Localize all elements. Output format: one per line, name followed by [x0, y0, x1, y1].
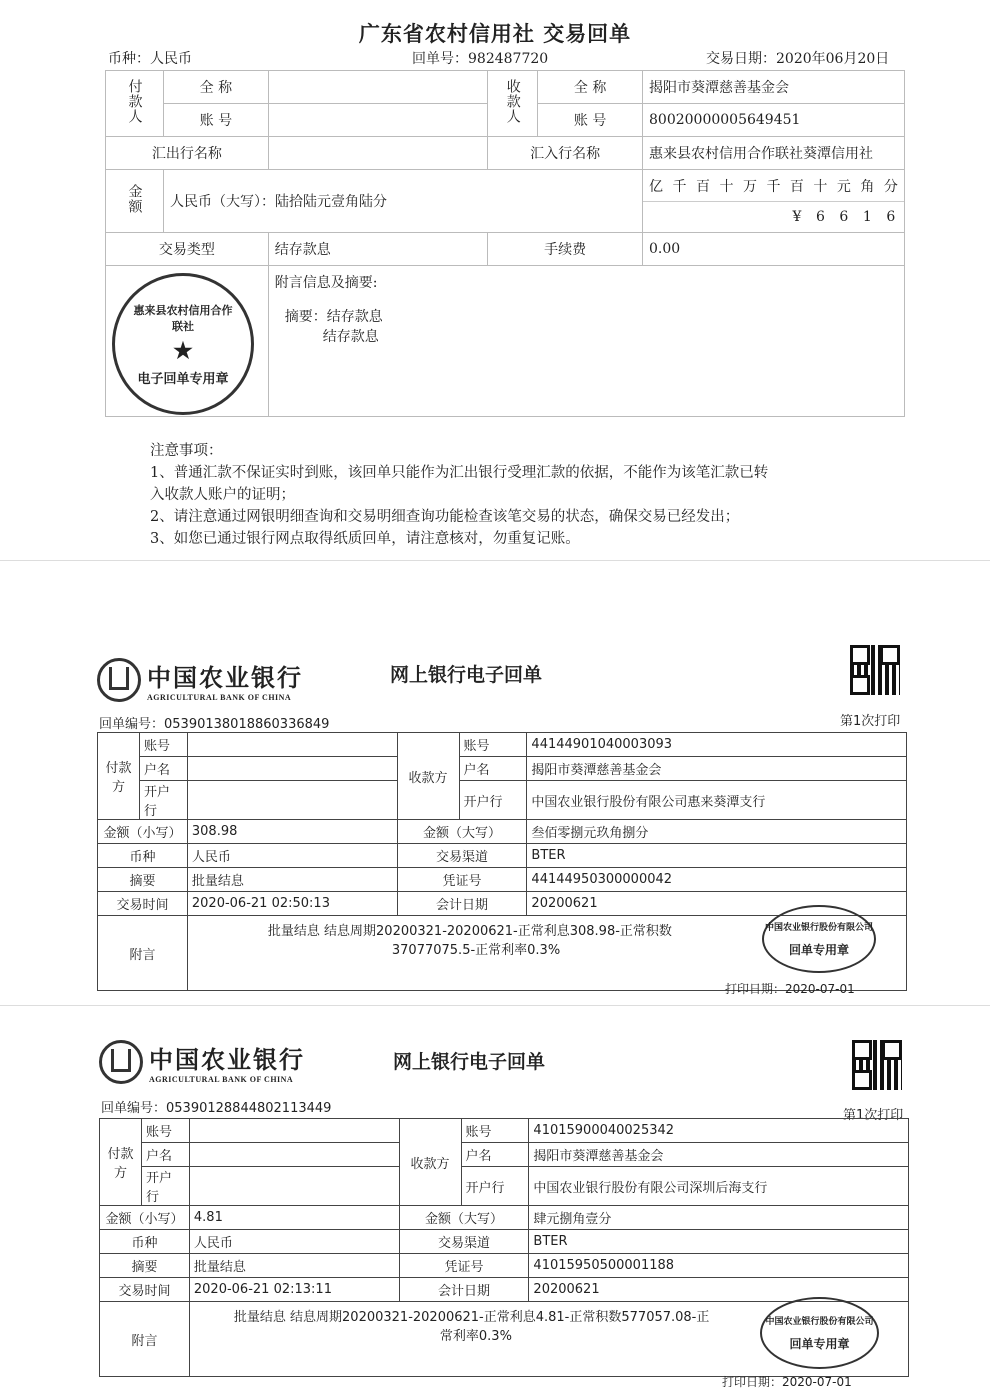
abc2-amt-big-label: 金额（大写） [399, 1206, 529, 1230]
rural-credit-receipt [0, 0, 990, 560]
abc1-voucher: 44144950300000042 [527, 868, 907, 892]
page-divider-2 [0, 1005, 990, 1006]
trade-date: 交易日期：2020年06月20日 [706, 51, 890, 67]
abc1-currency-label: 币种 [98, 844, 188, 868]
abc1-payee-bank: 中国农业银行股份有限公司惠来葵潭支行 [527, 781, 907, 820]
abc2-payer-bank [189, 1167, 399, 1206]
abc1-payer-bank-label: 开户行 [139, 781, 187, 820]
abc2-payer-acct [189, 1119, 399, 1143]
abc1-payee-bank-label: 开户行 [459, 781, 527, 820]
abc1-payee-name-label: 户名 [459, 757, 527, 781]
abc2-voucher-label: 凭证号 [399, 1254, 529, 1278]
notes [150, 440, 870, 550]
seal-star-icon: ★ [173, 337, 193, 364]
abc2-amt-small: 4.81 [189, 1206, 399, 1230]
payer-label: 付款人 [126, 79, 143, 124]
abc1-payer-name [187, 757, 397, 781]
abc1-summary: 批量结息 [187, 868, 397, 892]
abc2-payee-acct-label: 账号 [461, 1119, 529, 1143]
rural-seal [112, 273, 254, 415]
abc1-acct-date: 20200621 [527, 892, 907, 916]
tx-type-label: 交易类型 [106, 233, 269, 266]
abc2-payer-name-label: 户名 [141, 1143, 189, 1167]
abc2-time: 2020-06-21 02:13:11 [189, 1278, 399, 1302]
fee: 0.00 [643, 233, 905, 266]
abc-bank-name: 中国农业银行 [147, 664, 303, 692]
abc2-payee-name-label: 户名 [461, 1143, 529, 1167]
abc1-payer-name-label: 户名 [139, 757, 187, 781]
abc1-payee-label: 收款方 [397, 733, 459, 820]
payer-name [268, 71, 488, 104]
abc2-payee-acct: 41015900040025342 [529, 1119, 909, 1143]
note-2: 2、请注意通过网银明细查询和交易明细查询功能检查该笔交易的状态，确保交易已经发出； [150, 509, 740, 525]
amount-units: 亿 千 百 十 万 千 百 十 元 角 分 [643, 171, 904, 202]
abc1-payee-name: 揭阳市葵潭慈善基金会 [527, 757, 907, 781]
payer-name-label: 全 称 [163, 71, 268, 104]
abc1-channel-label: 交易渠道 [397, 844, 527, 868]
in-bank-label: 汇入行名称 [488, 137, 643, 170]
abc2-payee-bank-label: 开户行 [461, 1167, 529, 1206]
currency-label: 币种：人民币 [108, 51, 192, 67]
abc2-payer-label: 付款方 [100, 1119, 142, 1206]
abc1-print-date: 打印日期：2020-07-01 [725, 982, 855, 996]
abc1-payer-label: 付款方 [98, 733, 140, 820]
abc1-summary-label: 摘要 [98, 868, 188, 892]
abc1-amt-small: 308.98 [187, 820, 397, 844]
qr-code-icon-2 [852, 1040, 902, 1090]
qr-code-icon [850, 645, 900, 695]
abc2-payer-acct-label: 账号 [141, 1119, 189, 1143]
abc-logo [97, 658, 303, 702]
rural-seal-top: 惠来县农村信用合作联社 [133, 303, 233, 333]
memo-line-1: 摘要：结存款息 [284, 309, 383, 325]
abc1-amt-small-label: 金额（小写） [98, 820, 188, 844]
abc1-seal-bottom: 回单专用章 [788, 943, 849, 957]
abc1-time: 2020-06-21 02:50:13 [187, 892, 397, 916]
memo-title: 附言信息及摘要: [274, 275, 378, 291]
abc1-amt-big: 叁佰零捌元玖角捌分 [527, 820, 907, 844]
abc1-seal [762, 905, 876, 973]
rural-seal-bottom: 电子回单专用章 [137, 371, 229, 387]
abc2-acct-date-label: 会计日期 [399, 1278, 529, 1302]
payee-label: 收款人 [504, 79, 521, 124]
note-3: 3、如您已通过银行网点取得纸质回单，请注意核对，勿重复记账。 [150, 531, 580, 547]
payer-acct [268, 104, 488, 137]
abc2-payee-name: 揭阳市葵潭慈善基金会 [529, 1143, 909, 1167]
abc-bank-name-2: 中国农业银行 [149, 1046, 305, 1074]
abc1-acct-date-label: 会计日期 [397, 892, 527, 916]
abc-bank-en: AGRICULTURAL BANK OF CHINA [147, 693, 292, 702]
abc-bank-en-2: AGRICULTURAL BANK OF CHINA [149, 1075, 294, 1084]
abc-logo-2 [99, 1040, 305, 1084]
abc-doc-title: 网上银行电子回单 [390, 664, 543, 686]
abc2-amt-big: 肆元捌角壹分 [529, 1206, 909, 1230]
abc2-seal-bottom: 回单专用章 [789, 1337, 850, 1351]
abc2-summary: 批量结息 [189, 1254, 399, 1278]
amount-label: 金额 [126, 184, 143, 214]
abc1-payee-acct: 44144901040003093 [527, 733, 907, 757]
abc2-payer-bank-label: 开户行 [141, 1167, 189, 1206]
abc2-channel-label: 交易渠道 [399, 1230, 529, 1254]
abc2-seal [760, 1297, 879, 1369]
abc-doc-title-2: 网上银行电子回单 [393, 1051, 546, 1073]
abc1-receipt-no: 回单编号：05390138018860336849 [99, 717, 330, 732]
abc-emblem-icon [97, 658, 141, 702]
note-1-cont: 入收款人账户的证明； [150, 487, 295, 503]
payee-name: 揭阳市葵潭慈善基金会 [643, 71, 905, 104]
abc2-memo-label: 附言 [100, 1302, 190, 1377]
abc2-currency-label: 币种 [100, 1230, 190, 1254]
out-bank [268, 137, 488, 170]
abc2-channel: BTER [529, 1230, 909, 1254]
abc2-payer-name [189, 1143, 399, 1167]
abc1-amt-big-label: 金额（大写） [397, 820, 527, 844]
abc2-memo-line-2: 常利率0.3% [439, 1329, 512, 1344]
abc2-acct-date: 20200621 [529, 1278, 909, 1302]
abc1-payee-acct-label: 账号 [459, 733, 527, 757]
note-1: 1、普通汇款不保证实时到账，该回单只能作为汇出银行受理汇款的依据，不能作为该笔汇款已转 [150, 465, 769, 481]
abc1-currency: 人民币 [187, 844, 397, 868]
rural-receipt-title: 广东省农村信用社 交易回单 [358, 21, 632, 46]
abc1-seal-top: 中国农业银行股份有限公司 [764, 923, 873, 933]
abc1-memo-line-2: 37077075.5-正常利率0.3% [391, 943, 561, 958]
abc2-summary-label: 摘要 [100, 1254, 190, 1278]
abc1-payer-acct [187, 733, 397, 757]
abc2-payee-bank: 中国农业银行股份有限公司深圳后海支行 [529, 1167, 909, 1206]
payee-acct-label: 账 号 [538, 104, 643, 137]
in-bank: 惠来县农村信用合作联社葵潭信用社 [643, 137, 905, 170]
abc2-amt-small-label: 金额（小写） [100, 1206, 190, 1230]
memo-line-2: 结存款息 [322, 329, 379, 345]
abc2-memo-line-1: 批量结息 结息周期20200321-20200621-正常利息4.81-正常积数577057.08-正 [233, 1310, 710, 1325]
abc2-payee-label: 收款方 [399, 1119, 461, 1206]
amount-words: 人民币（大写）：陆拾陆元壹角陆分 [163, 170, 642, 233]
page-divider [0, 560, 990, 561]
abc-emblem-icon-2 [99, 1040, 143, 1084]
abc1-memo-line-1: 批量结息 结息周期20200321-20200621-正常利息308.98-正常积数 [267, 924, 672, 939]
notes-title: 注意事项： [150, 443, 223, 459]
abc1-time-label: 交易时间 [98, 892, 188, 916]
abc1-channel: BTER [527, 844, 907, 868]
payee-acct: 80020000005649451 [643, 104, 905, 137]
out-bank-label: 汇出行名称 [106, 137, 269, 170]
payee-name-label: 全 称 [538, 71, 643, 104]
abc2-time-label: 交易时间 [100, 1278, 190, 1302]
abc2-seal-top: 中国农业银行股份有限公司 [765, 1317, 874, 1327]
abc2-voucher: 41015950500001188 [529, 1254, 909, 1278]
abc2-receipt-no: 回单编号：05390128844802113449 [101, 1101, 332, 1116]
amount-digits: ¥ 6 6 1 6 [792, 208, 896, 225]
payer-acct-label: 账 号 [163, 104, 268, 137]
abc2-currency: 人民币 [189, 1230, 399, 1254]
abc1-memo-label: 附言 [98, 916, 188, 991]
abc2-print-date: 打印日期：2020-07-01 [722, 1375, 852, 1389]
abc1-print-count: 第1次打印 [840, 714, 901, 729]
abc1-payer-bank [187, 781, 397, 820]
abc1-payer-acct-label: 账号 [139, 733, 187, 757]
receipt-number: 回单号：982487720 [412, 51, 549, 67]
abc2-print-count: 第1次打印 [843, 1108, 904, 1123]
fee-label: 手续费 [488, 233, 643, 266]
abc1-voucher-label: 凭证号 [397, 868, 527, 892]
tx-type: 结存款息 [268, 233, 488, 266]
